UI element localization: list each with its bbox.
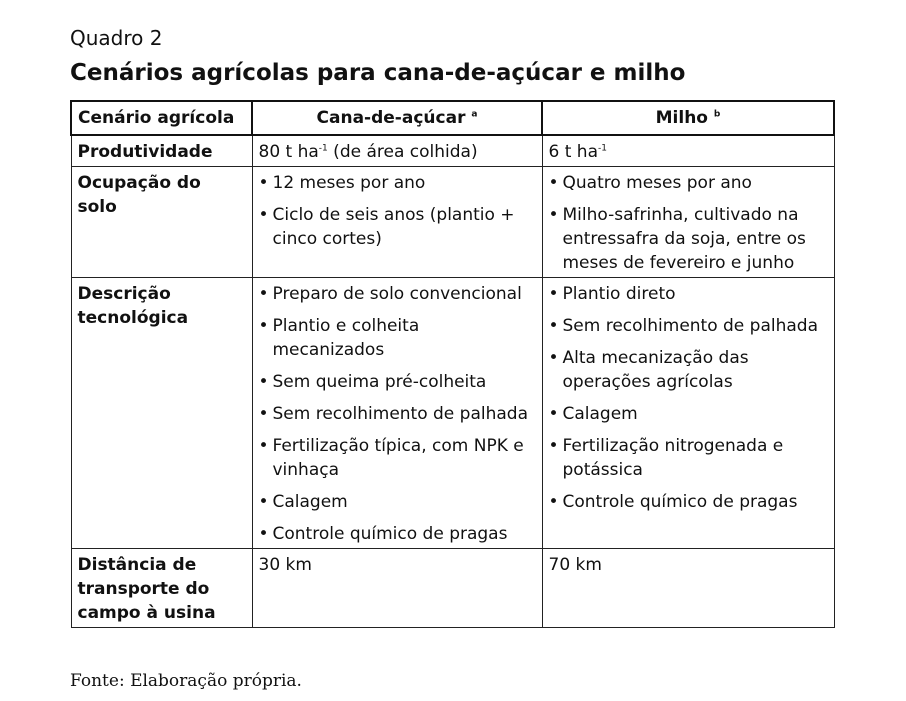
milho-produtividade-value: 6 t ha: [548, 142, 598, 162]
header-milho: [542, 101, 834, 135]
row-label-descricao: Descrição tecnológica: [71, 278, 252, 549]
list-item-text: Sem recolhimento de palhada: [562, 316, 819, 336]
list-item: [259, 434, 536, 482]
cell-milho-ocupacao: [542, 167, 834, 278]
bullet-marker: •: [548, 205, 559, 225]
milho-produtividade-exponent: -1: [597, 143, 607, 154]
list-item: [259, 171, 536, 195]
row-label-distancia: Distância de transporte do campo à usina: [71, 549, 252, 628]
cana-produtividade-exponent: -1: [318, 143, 328, 154]
bullet-marker: •: [258, 524, 269, 544]
bullet-marker: •: [548, 284, 559, 304]
list-item: [259, 490, 536, 514]
bullet-marker: •: [548, 316, 559, 336]
quadro-label: Quadro 2: [70, 26, 163, 50]
table-row-ocupacao: [71, 167, 834, 278]
header-cenario-label: Cenário agrícola: [78, 108, 235, 128]
list-item-text: Milho-safrinha, cultivado na entressafra da soja, entre os meses de fevereiro e junho: [562, 205, 806, 273]
list-item-text: Sem queima pré-colheita: [272, 372, 487, 392]
bullet-marker: •: [258, 284, 269, 304]
list-item: [259, 282, 536, 306]
table-row-produtividade: [71, 135, 834, 167]
list-item-text: 12 meses por ano: [272, 173, 426, 193]
header-cana-footnote: a: [471, 109, 478, 120]
list-item-text: Fertilização típica, com NPK e vinhaça: [272, 436, 524, 480]
list-item-text: Plantio direto: [562, 284, 676, 304]
bullet-marker: •: [548, 348, 559, 368]
header-cana-label: Cana-de-açúcar: [316, 108, 466, 128]
bullet-marker: •: [548, 436, 559, 456]
bullet-marker: •: [258, 205, 269, 225]
list-item: [549, 434, 828, 482]
bullet-marker: •: [258, 372, 269, 392]
cell-cana-ocupacao: [252, 167, 542, 278]
scenario-table-wrapper: [70, 100, 833, 628]
scenario-table: [70, 100, 835, 628]
list-item-text: Calagem: [562, 404, 638, 424]
source-note: Fonte: Elaboração própria.: [70, 671, 302, 691]
list-item: [549, 402, 828, 426]
list-item-text: Alta mecanização das operações agrícolas: [562, 348, 749, 392]
row-label-ocupacao: Ocupação do solo: [71, 167, 252, 278]
cell-cana-distancia: 30 km: [252, 549, 542, 628]
list-item-text: Controle químico de pragas: [562, 492, 798, 512]
list-item-text: Preparo de solo convencional: [272, 284, 522, 304]
cell-milho-distancia: 70 km: [542, 549, 834, 628]
list-item-text: Quatro meses por ano: [562, 173, 752, 193]
header-milho-footnote: b: [713, 109, 721, 120]
cana-ocupacao-list: [259, 171, 536, 251]
table-row-descricao: [71, 278, 834, 549]
header-cana: [252, 101, 542, 135]
list-item: [549, 490, 828, 514]
cell-cana-descricao: [252, 278, 542, 549]
list-item: [549, 282, 828, 306]
cell-cana-produtividade: [252, 135, 542, 167]
list-item: [259, 370, 536, 394]
bullet-marker: •: [258, 173, 269, 193]
bullet-marker: •: [548, 173, 559, 193]
header-milho-label: Milho: [655, 108, 708, 128]
cana-produtividade-value: 80 t ha: [258, 142, 319, 162]
list-item: [549, 346, 828, 394]
table-row-distancia: [71, 549, 834, 628]
list-item: [549, 314, 828, 338]
bullet-marker: •: [548, 492, 559, 512]
header-cenario: [71, 101, 252, 135]
bullet-marker: •: [548, 404, 559, 424]
list-item-text: Ciclo de seis anos (plantio + cinco cortes): [272, 205, 515, 249]
cell-milho-produtividade: [542, 135, 834, 167]
page-title: Cenários agrícolas para cana-de-açúcar e milho: [70, 60, 686, 86]
table-header-row: [71, 101, 834, 135]
bullet-marker: •: [258, 404, 269, 424]
list-item: [259, 203, 536, 251]
list-item: [259, 522, 536, 546]
list-item: [549, 171, 828, 195]
bullet-marker: •: [258, 316, 269, 336]
list-item-text: Controle químico de pragas: [272, 524, 508, 544]
milho-ocupacao-list: [549, 171, 828, 275]
bullet-marker: •: [258, 492, 269, 512]
list-item: [259, 314, 536, 362]
list-item-text: Fertilização nitrogenada e potássica: [562, 436, 784, 480]
row-label-produtividade: Produtividade: [71, 135, 252, 167]
cana-descricao-list: [259, 282, 536, 546]
list-item-text: Plantio e colheita mecanizados: [272, 316, 420, 360]
list-item: [259, 402, 536, 426]
list-item-text: Calagem: [272, 492, 348, 512]
list-item-text: Sem recolhimento de palhada: [272, 404, 529, 424]
list-item: [549, 203, 828, 275]
cell-milho-descricao: [542, 278, 834, 549]
bullet-marker: •: [258, 436, 269, 456]
cana-produtividade-note: (de área colhida): [327, 142, 478, 162]
milho-descricao-list: [549, 282, 828, 514]
